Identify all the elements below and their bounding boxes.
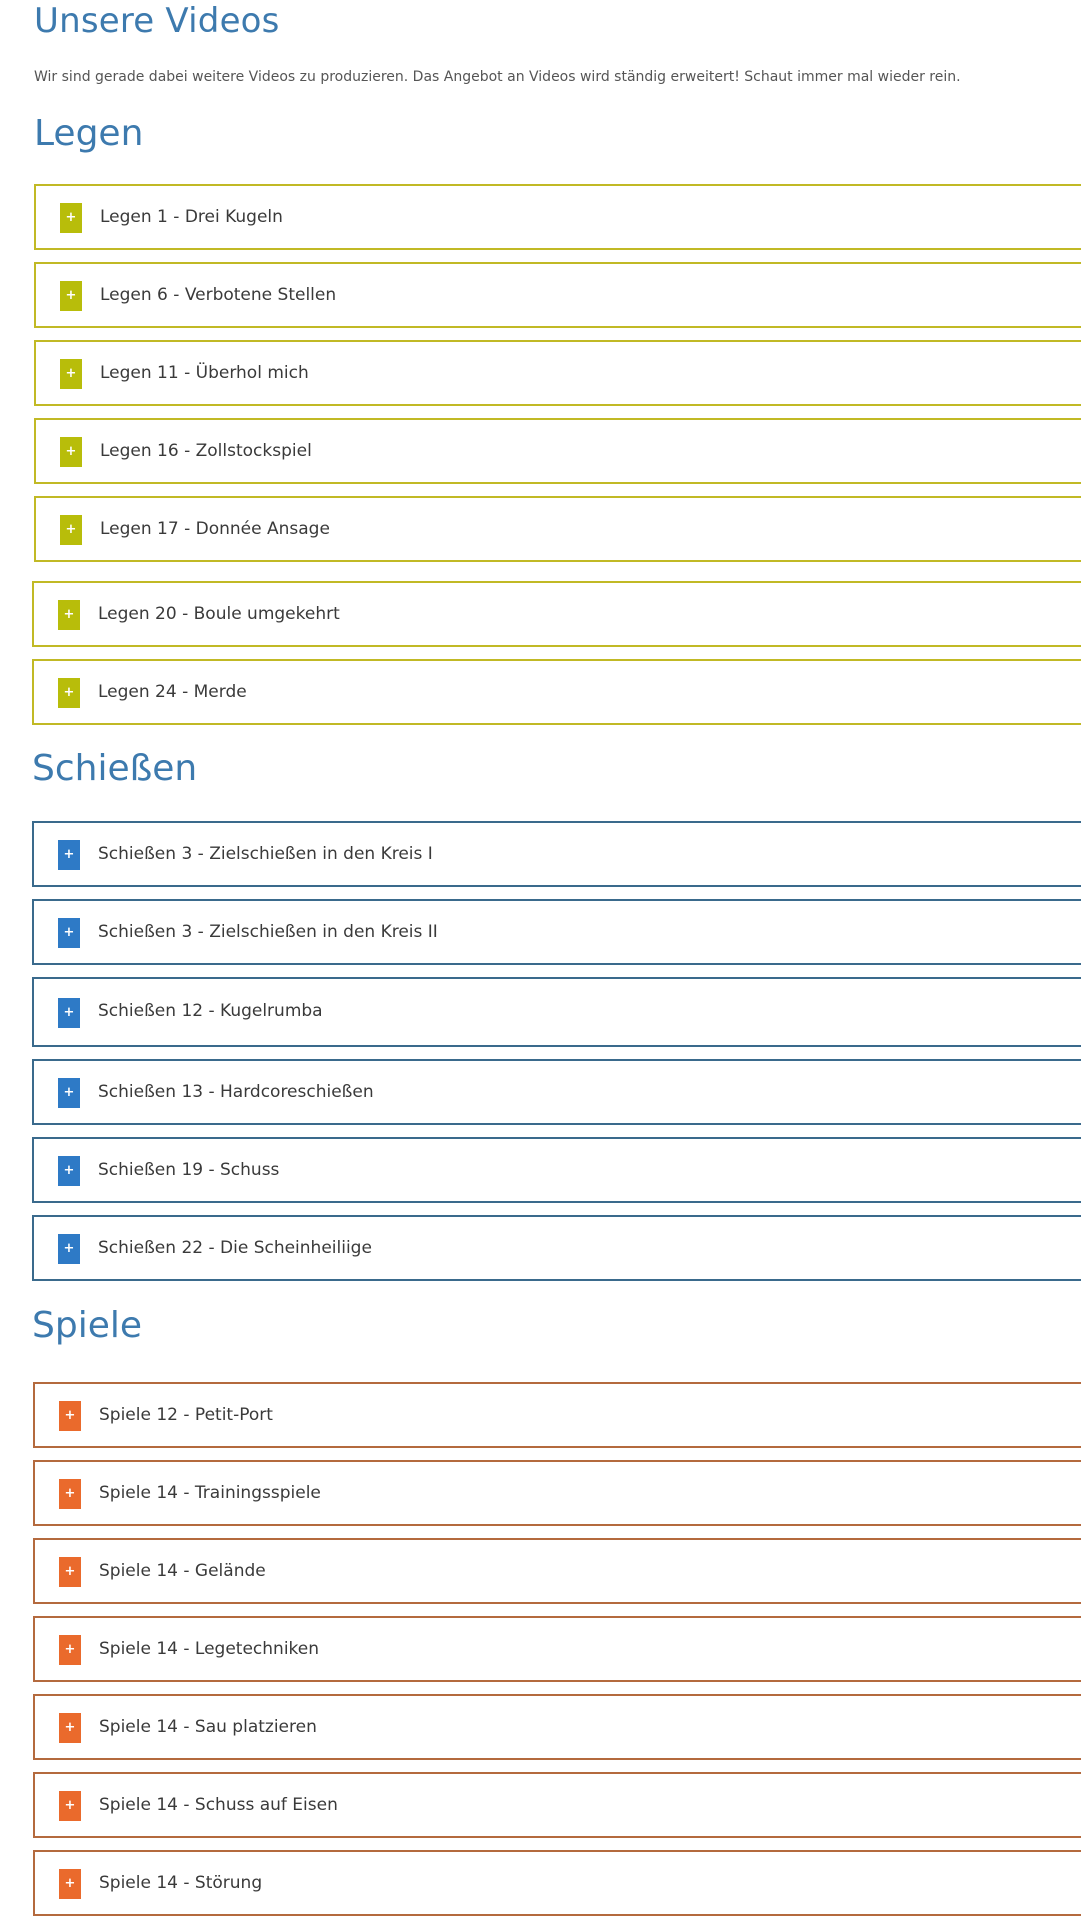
accordion-item-title: Spiele 14 - Legetechniken xyxy=(99,1639,320,1659)
intro-text: Wir sind gerade dabei weitere Videos zu produzieren. Das Angebot an Videos wird ständig erweitert! Schaut immer mal wieder rein. xyxy=(34,69,961,85)
accordion-item-title: Schießen 12 - Kugelrumba xyxy=(98,1001,323,1021)
accordion-item[interactable] xyxy=(32,659,1081,725)
plus-icon[interactable]: + xyxy=(58,1234,80,1264)
plus-icon[interactable]: + xyxy=(58,678,80,708)
plus-icon[interactable]: + xyxy=(59,1869,81,1899)
accordion-item[interactable] xyxy=(32,1059,1081,1125)
accordion-item[interactable] xyxy=(33,1538,1081,1604)
accordion-item[interactable] xyxy=(32,581,1081,647)
accordion-item-title: Schießen 19 - Schuss xyxy=(98,1160,280,1180)
accordion-item-title: Legen 1 - Drei Kugeln xyxy=(100,207,283,227)
section-heading-schiessen: Schießen xyxy=(32,748,198,789)
plus-icon[interactable]: + xyxy=(60,359,82,389)
plus-icon[interactable]: + xyxy=(59,1557,81,1587)
accordion-item-title: Spiele 14 - Schuss auf Eisen xyxy=(99,1795,338,1815)
accordion-item-title: Spiele 14 - Trainingsspiele xyxy=(99,1483,321,1503)
accordion-item[interactable] xyxy=(32,821,1081,887)
plus-icon[interactable]: + xyxy=(59,1635,81,1665)
accordion-item-title: Schießen 22 - Die Scheinheiliige xyxy=(98,1238,372,1258)
accordion-item-title: Schießen 3 - Zielschießen in den Kreis II xyxy=(98,922,438,942)
plus-icon[interactable]: + xyxy=(60,203,82,233)
accordion-item-title: Legen 11 - Überhol mich xyxy=(100,363,309,383)
accordion-item-title: Legen 6 - Verbotene Stellen xyxy=(100,285,337,305)
accordion-item-title: Spiele 14 - Gelände xyxy=(99,1561,266,1581)
plus-icon[interactable]: + xyxy=(58,1078,80,1108)
plus-icon[interactable]: + xyxy=(58,998,80,1028)
plus-icon[interactable]: + xyxy=(59,1401,81,1431)
section-heading-spiele: Spiele xyxy=(32,1305,143,1346)
accordion-item-title: Spiele 14 - Sau platzieren xyxy=(99,1717,317,1737)
plus-icon[interactable]: + xyxy=(58,840,80,870)
plus-icon[interactable]: + xyxy=(58,918,80,948)
accordion-item[interactable] xyxy=(33,1460,1081,1526)
accordion-item[interactable] xyxy=(32,1137,1081,1203)
section-heading-legen: Legen xyxy=(34,113,144,154)
plus-icon[interactable]: + xyxy=(60,515,82,545)
plus-icon[interactable]: + xyxy=(60,437,82,467)
accordion-item-title: Spiele 14 - Störung xyxy=(99,1873,263,1893)
accordion-item[interactable] xyxy=(34,340,1081,406)
accordion-item-title: Spiele 12 - Petit-Port xyxy=(99,1405,273,1425)
plus-icon[interactable]: + xyxy=(59,1713,81,1743)
accordion-item[interactable] xyxy=(34,262,1081,328)
accordion-item-title: Legen 24 - Merde xyxy=(98,682,247,702)
accordion-item[interactable] xyxy=(33,1694,1081,1760)
accordion-item-title: Legen 20 - Boule umgekehrt xyxy=(98,604,340,624)
accordion-item-title: Legen 17 - Donnée Ansage xyxy=(100,519,330,539)
accordion-item-title: Legen 16 - Zollstockspiel xyxy=(100,441,312,461)
accordion-item-title: Schießen 13 - Hardcoreschießen xyxy=(98,1082,374,1102)
accordion-item[interactable] xyxy=(34,184,1081,250)
accordion-item[interactable] xyxy=(34,496,1081,562)
page-title: Unsere Videos xyxy=(34,1,280,41)
plus-icon[interactable]: + xyxy=(58,1156,80,1186)
accordion-item[interactable] xyxy=(33,1616,1081,1682)
accordion-item-title: Schießen 3 - Zielschießen in den Kreis I xyxy=(98,844,433,864)
accordion-item[interactable] xyxy=(32,899,1081,965)
accordion-item[interactable] xyxy=(32,977,1081,1047)
accordion-item[interactable] xyxy=(32,1215,1081,1281)
plus-icon[interactable]: + xyxy=(60,281,82,311)
plus-icon[interactable]: + xyxy=(58,600,80,630)
accordion-item[interactable] xyxy=(34,418,1081,484)
accordion-item[interactable] xyxy=(33,1772,1081,1838)
accordion-item[interactable] xyxy=(33,1850,1081,1916)
plus-icon[interactable]: + xyxy=(59,1791,81,1821)
accordion-item[interactable] xyxy=(33,1382,1081,1448)
plus-icon[interactable]: + xyxy=(59,1479,81,1509)
